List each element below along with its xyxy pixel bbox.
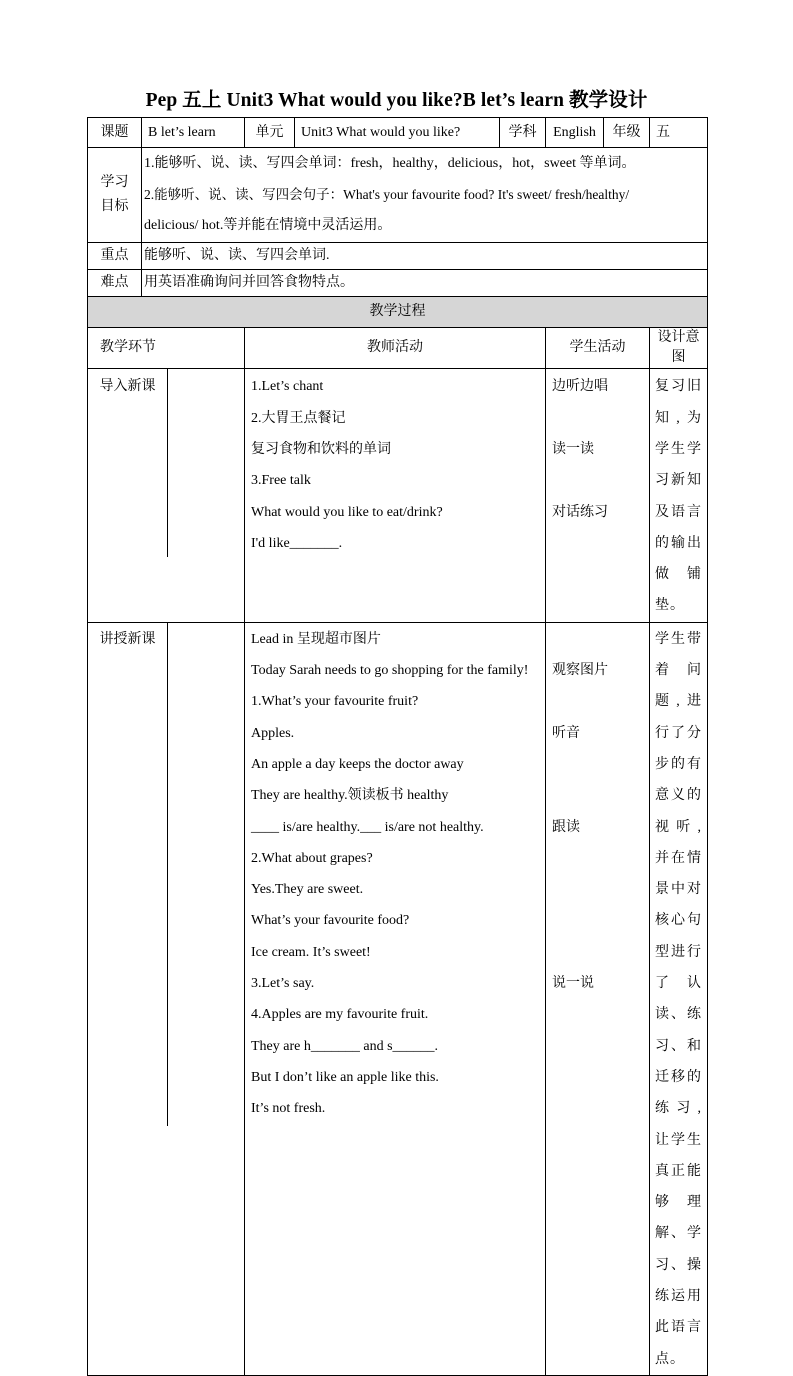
student-line: 观察图片 [552,663,608,679]
document-title: Pep 五上 Unit3 What would you like?B let’s learn 教学设计 [145,90,648,111]
teacher-line: 2.大胃王点餐记 [251,410,346,426]
student-line [552,937,643,968]
warmup-stage: 导入新课 [99,379,156,395]
lesson-plan-table [87,117,708,1376]
student-line: 边听边唱 [552,379,608,395]
student-line [552,624,643,655]
warmup-row [88,369,708,622]
objective-line: delicious/ hot.等并能在情境中灵活运用。 [144,217,392,233]
student-line: 读一读 [552,441,594,457]
grade-label: 年级 [604,118,650,148]
teacher-line: ____ is/are healthy.___ is/are not healthy. [251,819,484,835]
teacher-line: Apples. [251,725,295,741]
teacher-line: 2.What about grapes? [251,850,373,866]
column-header-row [88,328,708,369]
student-line [552,905,643,936]
teacher-line: Ice cream. It’s sweet! [251,944,371,960]
teacher-line: Lead in 呈现超市图片 [251,631,381,647]
warmup-student [546,369,650,622]
teacher-line: 3.Let’s say. [251,976,315,992]
teacher-line: They are h_______ and s______. [251,1038,439,1054]
warmup-teacher [245,369,546,622]
key-point-label: 重点 [88,243,142,270]
process-header-row [88,297,708,328]
teacher-line: Today Sarah needs to go shopping for the family! [251,663,529,679]
new-stage-cell [88,622,245,1375]
new-intent: 学生带着问题,进行了分步的有意义的视听,并在情景中对核心句型进行了认读、练习、和迁移的练习,让学生真正能够理解、学习、操练运用此语言点。 [650,622,708,1375]
grade-value: 五 [650,118,708,148]
teacher-line: What’s your favourite food? [251,913,410,929]
col-intent: 设计意图 [650,328,708,369]
student-line [552,749,643,780]
student-line: 对话练习 [552,504,608,520]
col-teacher: 教师活动 [245,328,546,369]
student-line [552,1031,643,1062]
difficulty-label: 难点 [88,270,142,297]
warmup-stage-cell [88,369,245,622]
topic-label: 课题 [88,118,142,148]
new-student [546,622,650,1375]
difficulty-row [88,270,708,297]
process-header: 教学过程 [88,297,708,328]
student-line: 听音 [552,725,580,741]
col-student: 学生活动 [546,328,650,369]
objective-line: 1.能够听、说、读、写四会单词：fresh，healthy，delicious，hot，sweet 等单词。 [144,156,636,171]
teacher-line: 3.Free talk [251,473,311,489]
teacher-line: It’s not fresh. [251,1101,326,1117]
info-row [88,118,708,148]
student-line [552,1093,643,1124]
objectives-label: 学习 目标 [88,148,142,243]
new-teacher [245,622,546,1375]
student-line [552,874,643,905]
warmup-intent: 复习旧知,为学生学习新知及语言的输出做铺垫。 [650,369,708,622]
student-line [552,780,643,811]
objective-line: 2.能够听、说、读、写四会句子：What's your favourite food? It's sweet/ fresh/healthy/ [144,186,630,202]
difficulty-value: 用英语准确询问并回答食物特点。 [142,270,708,297]
teacher-line: 1.What’s your favourite fruit? [251,694,419,710]
subject-label: 学科 [500,118,546,148]
key-point-value: 能够听、说、读、写四会单词. [142,243,708,270]
teacher-line: An apple a day keeps the doctor away [251,756,464,772]
unit-value: Unit3 What would you like? [295,118,500,148]
student-line [552,686,643,717]
student-line [552,465,643,496]
teacher-line: 1.Let’s chant [251,379,324,395]
student-line [552,403,643,434]
teacher-line: 4.Apples are my favourite fruit. [251,1007,429,1023]
subject-value: English [546,118,604,148]
objectives-row [88,148,708,243]
topic-value: B let’s learn [142,118,245,148]
student-line [552,999,643,1030]
student-line: 跟读 [552,819,580,835]
teacher-line: They are healthy.领读板书 healthy [251,788,449,804]
col-stage: 教学环节 [88,328,245,369]
student-line [552,528,643,559]
student-line [552,843,643,874]
new-content-row [88,622,708,1375]
student-line [552,1062,643,1093]
unit-label: 单元 [245,118,295,148]
objectives-text [142,148,708,243]
key-point-row [88,243,708,270]
teacher-line: But I don’t like an apple like this. [251,1069,439,1085]
teacher-line: I'd like_______. [251,535,343,551]
teacher-line: What would you like to eat/drink? [251,504,443,520]
new-stage: 讲授新课 [99,631,156,647]
teacher-line: 复习食物和饮料的单词 [251,441,391,457]
student-line: 说一说 [552,976,594,992]
teacher-line: Yes.They are sweet. [251,882,364,898]
